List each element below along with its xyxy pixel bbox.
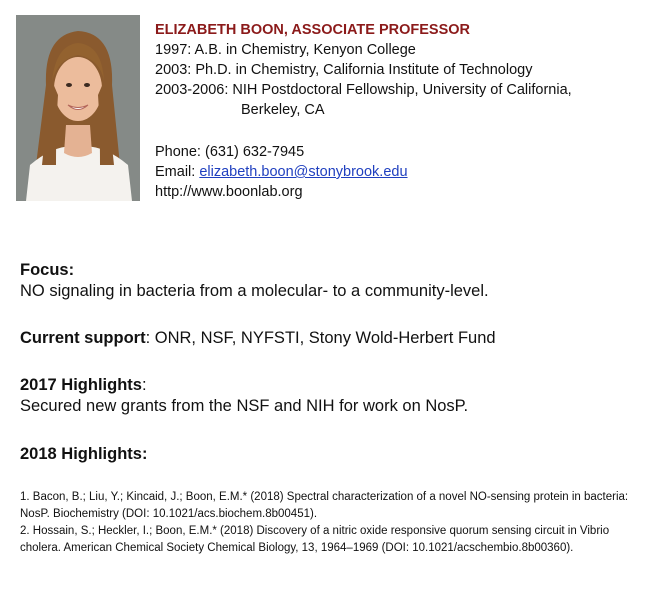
support-section bbox=[20, 328, 496, 349]
name-title: ELIZABETH BOON, ASSOCIATE PROFESSOR bbox=[155, 22, 470, 38]
focus-text: NO signaling in bacteria from a molecular- to a community-level. bbox=[20, 282, 489, 300]
highlights-2017-label: 2017 Highlights bbox=[20, 376, 142, 394]
education-line: 1997: A.B. in Chemistry, Kenyon College bbox=[155, 42, 416, 58]
email-label: Email: bbox=[155, 164, 200, 180]
education-line: 2003: Ph.D. in Chemistry, California Institute of Technology bbox=[155, 62, 533, 78]
email-line bbox=[155, 162, 408, 182]
email-link[interactable]: elizabeth.boon@stonybrook.edu bbox=[199, 164, 408, 180]
highlights-2017-section bbox=[20, 375, 468, 417]
reference-item: 2. Hossain, S.; Heckler, I.; Boon, E.M.* (2018) Discovery of a nitric oxide responsive quorum sensing circuit in Vibrio cholera. American Chemical Society Chemical Biology, 13, 1964–1969 (DOI: 10.1021/acschembio.8b00360). bbox=[20, 525, 610, 554]
focus-label: Focus: bbox=[20, 261, 75, 279]
portrait-image bbox=[16, 15, 140, 201]
profile-photo bbox=[16, 15, 140, 201]
focus-section bbox=[20, 260, 489, 302]
support-label: Current support bbox=[20, 329, 146, 347]
highlights-2017-text: Secured new grants from the NSF and NIH for work on NosP. bbox=[20, 397, 469, 415]
website: http://www.boonlab.org bbox=[155, 184, 303, 200]
education-line-continued: Berkeley, CA bbox=[241, 102, 325, 118]
profile-header bbox=[155, 20, 572, 120]
education-line: 2003-2006: NIH Postdoctoral Fellowship, University of California, bbox=[155, 82, 572, 98]
phone: Phone: (631) 632-7945 bbox=[155, 144, 305, 160]
highlights-2017-heading bbox=[20, 375, 468, 396]
references-list bbox=[20, 489, 640, 557]
highlights-2017-colon: : bbox=[141, 376, 147, 394]
reference-item: 1. Bacon, B.; Liu, Y.; Kincaid, J.; Boon, E.M.* (2018) Spectral characterization of a novel NO-sensing protein in bacteria: NosP. Biochemistry (DOI: 10.1021/acs.biochem.8b00451). bbox=[20, 491, 629, 520]
highlights-2018-label: 2018 Highlights: bbox=[20, 445, 148, 463]
support-text: : ONR, NSF, NYFSTI, Stony Wold-Herbert Fund bbox=[145, 329, 496, 347]
contact-info bbox=[155, 142, 408, 202]
